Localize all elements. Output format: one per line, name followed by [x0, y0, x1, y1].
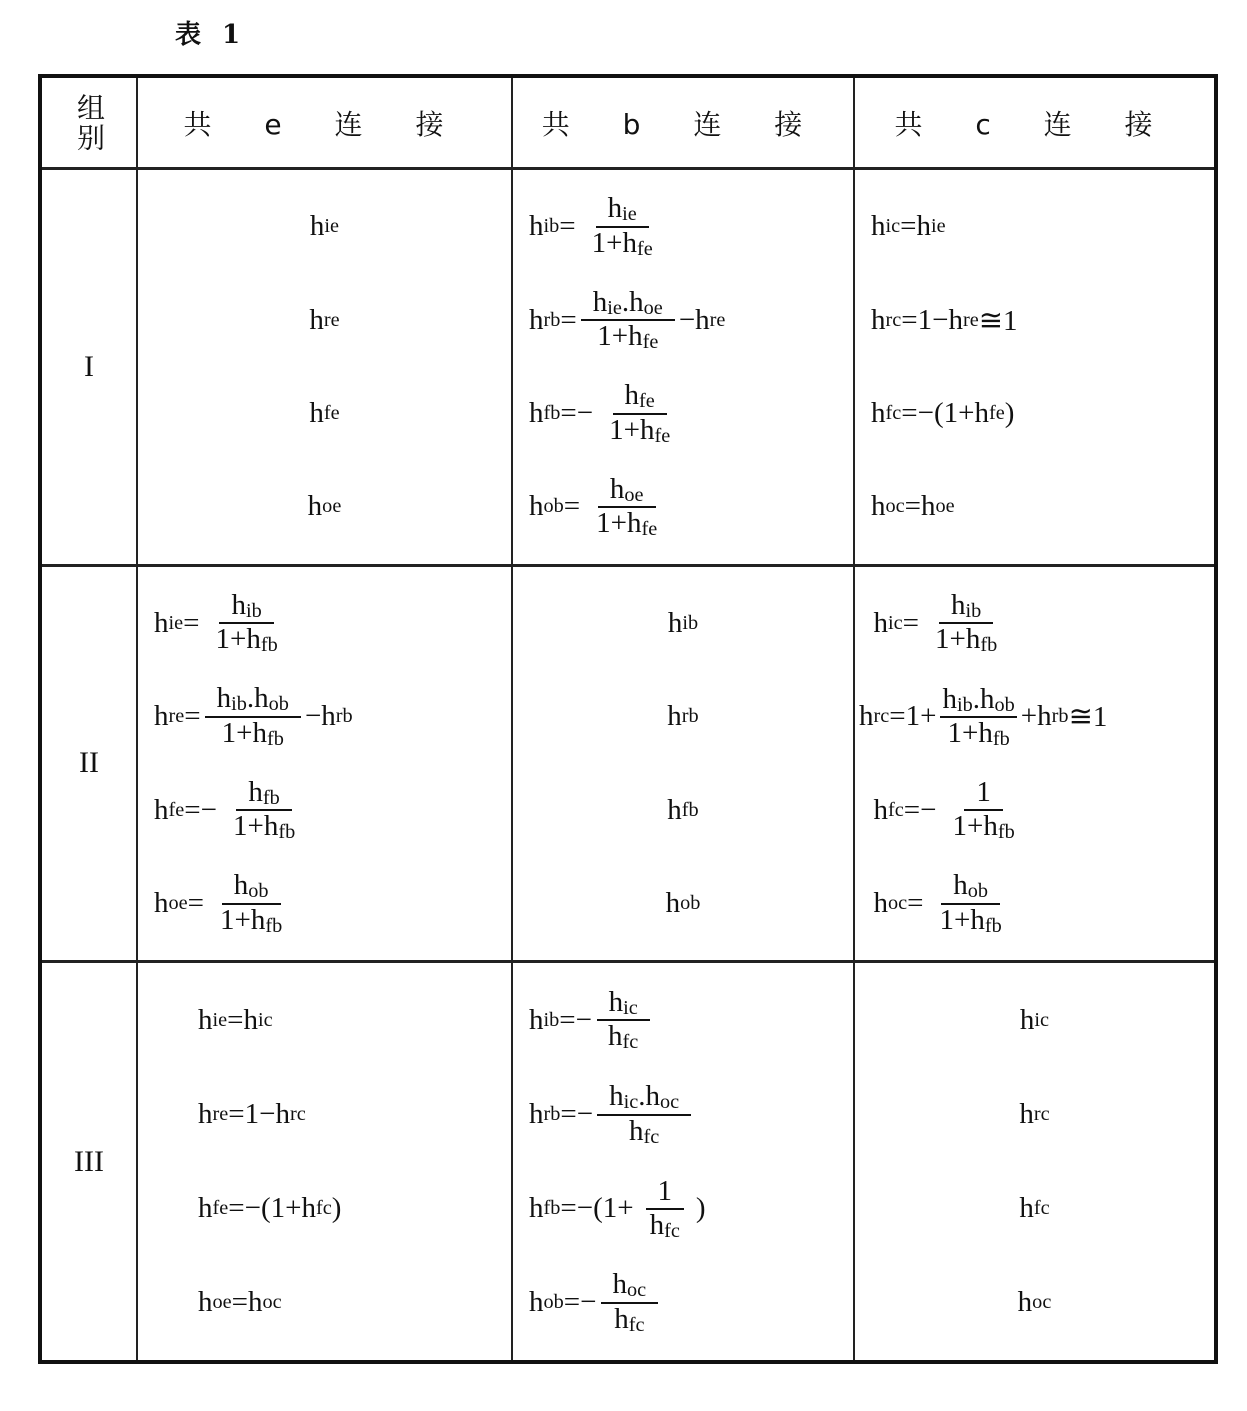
formula: h ie =h ic	[198, 1003, 273, 1036]
group1-cc	[855, 170, 1214, 567]
formula: h ob =− $\frac{h_{oc}}{h_{fc}}$	[529, 1269, 837, 1336]
formula: h oc =h oe	[871, 490, 955, 523]
header-group	[42, 78, 138, 170]
formula: h fe =− $\frac{h_{fb}}{1+h_{fb}}$	[154, 775, 296, 844]
group1-ce	[138, 170, 513, 567]
formula: h fb =−(1+ $\frac{1}{h_{fc}}$ )	[529, 1174, 706, 1242]
formula: h ie	[309, 210, 340, 243]
table-caption: 表 1	[175, 20, 247, 50]
formula: h ic	[1019, 1003, 1050, 1036]
formula: h fc =− $\frac{1}{1+h_{fb}}$	[859, 776, 1015, 844]
formula: h rc =1+ $\frac{h_{ib}.h_{ob}}{1+h_{fb}}$ +h rb ≅1	[859, 682, 1108, 750]
header-common-base: 共 b 连 接	[513, 78, 855, 170]
formula: h ic =h ie	[871, 210, 946, 243]
group-label-2: II	[42, 567, 138, 964]
formula: h rc =1−h re ≅1	[871, 303, 1018, 337]
formula: h rb = $\frac{h_{ie}.h_{oe}}{1+h_{fe}}$ −h re	[529, 285, 726, 354]
formula: h ob = $\frac{h_{oe}}{1+h_{fe}}$	[529, 472, 658, 540]
header-group-label: 组别	[73, 92, 106, 153]
formula: h oe = $\frac{h_{ob}}{1+h_{fb}}$	[154, 869, 283, 937]
formula: h rc	[1019, 1098, 1050, 1131]
group2-cc	[855, 567, 1214, 964]
header-common-collector: 共 c 连 接	[855, 78, 1214, 170]
formula: h oe =h oc	[198, 1286, 282, 1319]
formula: h rb	[667, 700, 699, 733]
formula: h fe	[309, 397, 340, 430]
formula: h fb =− $\frac{h_{fe}}{1+h_{fe}}$	[529, 379, 671, 447]
group1-cb	[513, 170, 855, 567]
formula: h ob	[665, 887, 701, 920]
formula: h ie = $\frac{h_{ib}}{1+h_{fb}}$	[154, 589, 278, 657]
formula: h rb =− $\frac{h_{ic}.h_{oc}}{h_{fc}}$	[529, 1081, 837, 1148]
h-parameter-conversion-table	[38, 74, 1218, 1364]
formula: h re = $\frac{h_{ib}.h_{ob}}{1+h_{fb}}$ −h rb	[154, 682, 353, 750]
formula: h oe	[307, 490, 342, 523]
formula: h re =1−h rc	[198, 1098, 306, 1131]
group2-ce	[138, 567, 513, 964]
formula: h ib =− $\frac{h_{ic}}{h_{fc}}$	[529, 987, 837, 1054]
formula: h oc = $\frac{h_{ob}}{1+h_{fb}}$	[859, 869, 1002, 937]
group-label-1: I	[42, 170, 138, 567]
formula: h ib	[667, 606, 699, 639]
formula: h fb	[667, 793, 699, 826]
formula: h ib = $\frac{h_{ie}}{1+h_{fe}}$	[529, 192, 653, 260]
formula: h re	[309, 303, 340, 336]
formula: h fc =−(1+h fe )	[871, 397, 1015, 430]
formula: h fc	[1019, 1192, 1050, 1225]
group3-cc	[855, 963, 1214, 1360]
formula: h fe =−(1+h fc )	[198, 1192, 342, 1225]
group2-cb	[513, 567, 855, 964]
formula: h oc	[1017, 1286, 1052, 1319]
formula: h ic = $\frac{h_{ib}}{1+h_{fb}}$	[859, 589, 998, 657]
header-common-emitter: 共 e 连 接	[138, 78, 513, 170]
group-label-3: III	[42, 963, 138, 1360]
group3-ce	[138, 963, 513, 1360]
group3-cb	[513, 963, 855, 1360]
